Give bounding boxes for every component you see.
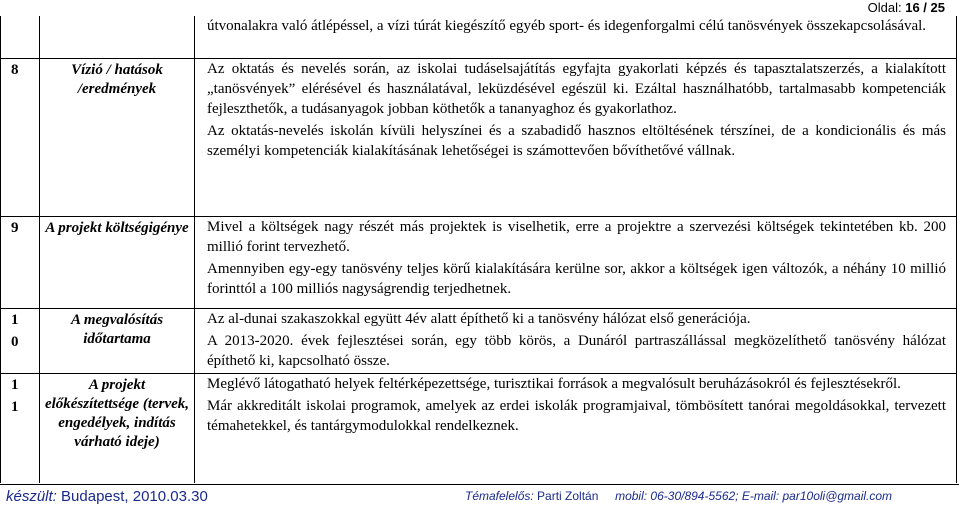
cost-paragraph-2: Amennyiben egy-egy tanösvény teljes körű kialakítására kerülne sor, akkor a költségek igen változók, a néhány 10 millió forinttól a 100 milliós nagyságrendig terjedhetnek. [207, 260, 946, 297]
table-row-duration [1, 308, 957, 373]
row-number-10: 1 0 [1, 308, 40, 373]
page-label: Oldal: [867, 0, 902, 15]
footer-contact [465, 489, 892, 503]
page-number: 16 / 25 [905, 0, 945, 15]
row-number-11: 1 1 [1, 373, 40, 483]
vision-paragraph-2: Az oktatás-nevelés iskolán kívüli helyszínei és a szabadidő hasznos eltöltésének térszínei, de a kondicionális és más személyi kompetenciák kialakításának lehetőségei is számottevően bővíthetővé vállnak. [207, 122, 946, 159]
footer-contact-info: mobil: 06-30/894-5562; E-mail: par10oli@gmail.com [615, 489, 893, 503]
cost-paragraph-1: Mivel a költségek nagy részét más projektek is viselhetik, erre a projektre a szervezési költségek tekintetében kb. 200 millió forint tervezhető. [207, 218, 946, 255]
table-row-vision [1, 58, 957, 216]
intro-text-cell [195, 16, 957, 58]
table-row-preparation [1, 373, 957, 483]
footer-responsible-name: Parti Zoltán [537, 489, 599, 503]
table-row-cost [1, 216, 957, 308]
row-body-cost [195, 216, 957, 308]
footer-made-label: készült: [6, 488, 57, 505]
page-header [868, 0, 945, 16]
row-title-preparation: A projekt előkészítettsége (tervek, engedélyek, indítás várható ideje) [40, 373, 195, 483]
duration-paragraph-1: Az al-dunai szakaszokkal együtt 4év alatt építhető ki a tanösvény hálózat első generációja. [207, 310, 751, 327]
row-title-duration: A megvalósítás időtartama [40, 308, 195, 373]
preparation-paragraph-1: Meglévő látogatható helyek feltérképezettsége, turisztikai források a megvalósult beruházásokról és fejlesztésekről. [207, 375, 901, 392]
footer-made-value: Budapest, 2010.03.30 [61, 488, 208, 505]
footer-made [6, 488, 208, 505]
row-body-duration [195, 308, 957, 373]
footer-responsible-label: Témafelelős: [465, 489, 534, 503]
intro-paragraph: útvonalakra való átlépéssel, a vízi túrát kiegészítő egyéb sport- és idegenforgalmi célú tanösvények összekapcsolásával. [207, 18, 927, 34]
row-body-vision [195, 58, 957, 216]
project-table [0, 16, 957, 483]
vision-paragraph-1: Az oktatás és nevelés során, az iskolai tudáselsajátítás egyfajta gyakorlati képzés és tapasztalatszerzés, a kialakított „tanösvények” elérésével és használatával, leküzdésével egészül ki. Ezáltal használhatóbb, tartalmasabb kompetenciák fejleszthetők, a tudásanyagok jobban köthetők a tananyaghoz és gyakorlathoz. [207, 60, 946, 117]
row-body-preparation [195, 373, 957, 483]
table-row-intro [1, 16, 957, 58]
row-number-8: 8 [1, 58, 40, 216]
row-number-9: 9 [1, 216, 40, 308]
row-title-cost: A projekt költségigénye [40, 216, 195, 308]
preparation-paragraph-2: Már akkreditált iskolai programok, amelyek az erdei iskolák programjaival, tömbösített tanórai megoldásokkal, tervezett témahetekkel, és tantárgymodulokkal rendelkeznek. [207, 397, 946, 434]
page-footer [0, 484, 959, 507]
duration-paragraph-2: A 2013-2020. évek fejlesztései során, egy több körös, a Dunáról partraszállással megközelíthető tanösvény hálózat építhető ki, kapcsolható össze. [207, 332, 946, 369]
row-title-vision: Vízió / hatások /eredmények [40, 58, 195, 216]
